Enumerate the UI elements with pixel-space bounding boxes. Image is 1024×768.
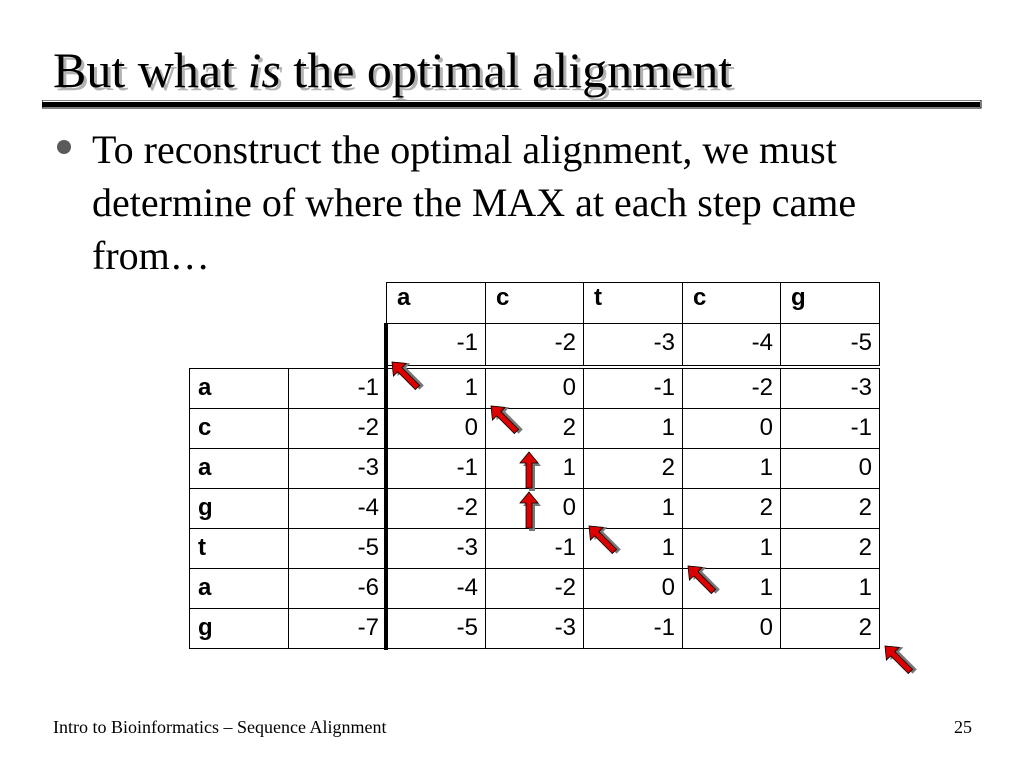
score-cell: -3 (485, 608, 584, 649)
first-row-cell: -5 (780, 323, 880, 366)
score-cell: -1 (386, 448, 486, 489)
bullet-line-1: To reconstruct the optimal alignment, we must (92, 127, 837, 172)
header-letter-c: c (682, 282, 781, 324)
score-cell: -3 (386, 528, 486, 569)
score-cell: -3 (288, 448, 387, 489)
score-cell: -4 (288, 488, 387, 529)
header-letter-a: a (386, 282, 486, 324)
first-row-cell: -3 (583, 323, 683, 366)
score-cell: 0 (780, 448, 880, 489)
title-post: the optimal alignment (293, 42, 733, 98)
row-letter-c: c (189, 408, 289, 449)
score-cell: 2 (583, 448, 683, 489)
title-pre: But what (53, 42, 235, 98)
page-number: 25 (954, 717, 972, 737)
score-cell: -1 (780, 408, 880, 449)
traceback-arrow-up (520, 492, 541, 531)
score-cell: 1 (583, 528, 683, 569)
score-cell: 1 (682, 528, 781, 569)
score-cell: 0 (682, 608, 781, 649)
header-letter-g: g (780, 282, 880, 324)
score-cell: -1 (485, 528, 584, 569)
row-letter-a: a (189, 448, 289, 489)
traceback-arrow-up (520, 452, 541, 491)
score-cell: 1 (682, 448, 781, 489)
score-cell: -1 (288, 368, 387, 409)
score-cell: 1 (583, 488, 683, 529)
score-cell: -4 (386, 568, 486, 609)
score-cell: 1 (386, 368, 486, 409)
footer-text: Intro to Bioinformatics – Sequence Alignment (53, 717, 387, 737)
traceback-arrow-diagonal (583, 518, 625, 560)
first-row-cell: -1 (386, 323, 486, 366)
score-cell: 2 (780, 528, 880, 569)
score-cell: -2 (485, 568, 584, 609)
traceback-arrow-diagonal (682, 558, 724, 600)
score-cell: -7 (288, 608, 387, 649)
score-cell: 0 (485, 368, 584, 409)
traceback-arrow-diagonal (485, 398, 527, 440)
row-letter-a: a (189, 368, 289, 409)
score-cell: -6 (288, 568, 387, 609)
header-letter-c: c (485, 282, 584, 324)
score-cell: -2 (386, 488, 486, 529)
score-cell: -1 (583, 368, 683, 409)
score-cell: 2 (780, 488, 880, 529)
score-cell: -1 (583, 608, 683, 649)
score-cell: 0 (583, 568, 683, 609)
row-letter-t: t (189, 528, 289, 569)
first-row-cell: -4 (682, 323, 781, 366)
score-cell: 2 (485, 408, 584, 449)
score-cell: 0 (386, 408, 486, 449)
bullet-line-2: determine of where the MAX at each step came (92, 180, 857, 225)
score-cell: -2 (682, 368, 781, 409)
score-cell: 1 (682, 568, 781, 609)
score-cell: -2 (288, 408, 387, 449)
row-letter-g: g (189, 488, 289, 529)
traceback-arrow-diagonal (386, 354, 428, 396)
bullet-line-3: from… (92, 233, 210, 278)
first-row-cell: -2 (485, 323, 584, 366)
row-letter-g: g (189, 608, 289, 649)
score-cell: -5 (386, 608, 486, 649)
score-cell: 0 (682, 408, 781, 449)
header-letter-t: t (583, 282, 683, 324)
score-cell: 1 (583, 408, 683, 449)
score-cell: 1 (780, 568, 880, 609)
score-cell: 2 (682, 488, 781, 529)
score-cell: -3 (780, 368, 880, 409)
score-cell: 1 (485, 448, 584, 489)
traceback-arrow-diagonal (879, 638, 921, 680)
row-letter-a: a (189, 568, 289, 609)
title-emphasis: is (247, 42, 281, 98)
score-cell: 2 (780, 608, 880, 649)
score-cell: -5 (288, 528, 387, 569)
score-cell: 0 (485, 488, 584, 529)
